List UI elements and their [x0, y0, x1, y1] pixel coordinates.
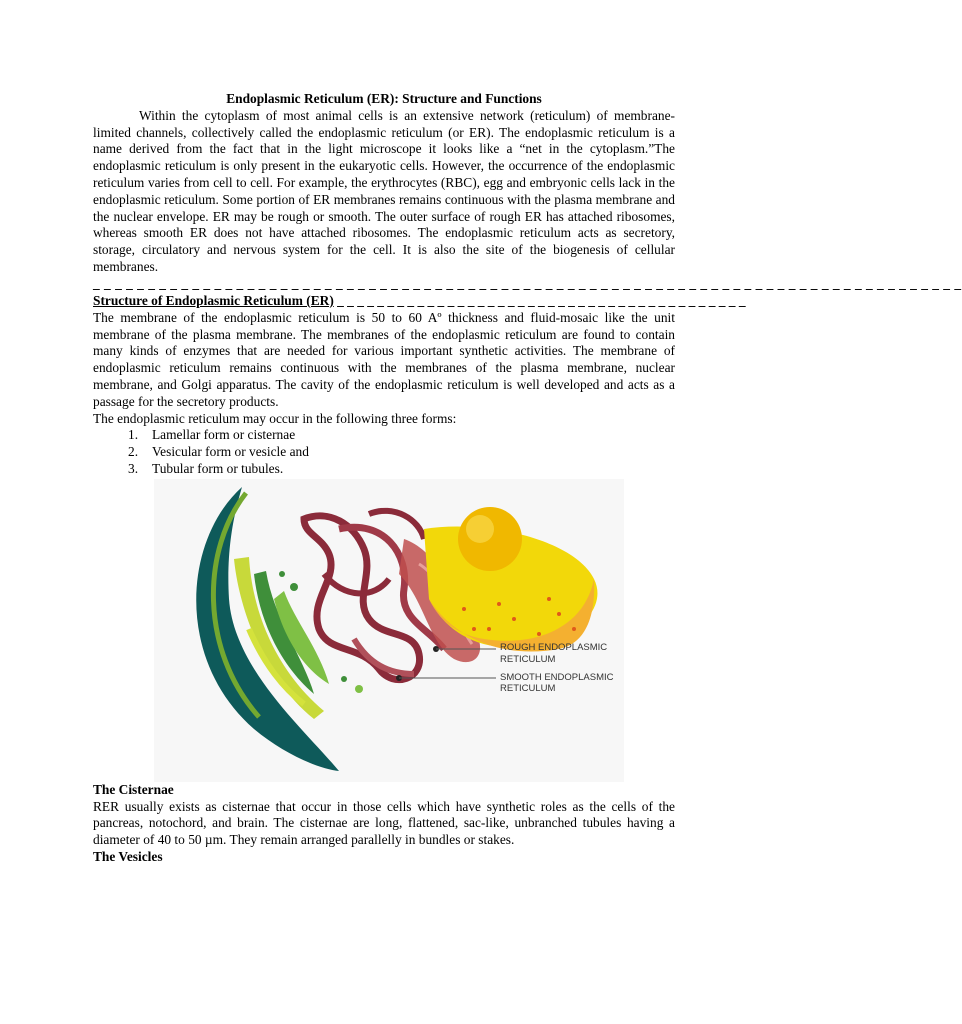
figure-label-smooth-1: SMOOTH ENDOPLASMIC [500, 671, 614, 683]
separator-line: _ _ _ _ _ _ _ _ _ _ _ _ _ _ _ _ _ _ _ _ _ _ _ _ _ _ _ _ _ _ _ _ _ _ _ _ _ _ _ _ _ _ _ _ _ _ _ _ _ _ _ _ _ _ _ _ _ _ _ _ _ _ _ _ _ _ _ _ _ _ _ _ _ _ _ _ _ _ _ [93, 275, 962, 291]
cisternae-heading: The Cisternae [93, 781, 174, 797]
er-diagram-illustration [154, 479, 624, 782]
structure-heading-line [93, 292, 746, 310]
figure-label-rough-1: ROUGH ENDOPLASMIC [500, 641, 608, 653]
list-item [93, 427, 675, 444]
forms-intro: The endoplasmic reticulum may occur in the following three forms: [93, 410, 457, 426]
list-item-text: Lamellar form or cisternae [152, 427, 296, 443]
list-item-number: 3. [128, 460, 139, 476]
list-item [93, 461, 675, 478]
document-body [93, 91, 962, 866]
list-item-number: 1. [128, 427, 139, 443]
structure-heading-trail: _ _ _ _ _ _ _ _ _ _ _ _ _ _ _ _ _ _ _ _ _ _ _ _ _ _ _ _ _ _ _ _ _ _ _ _ _ _ _ _ _ [333, 292, 746, 308]
forms-list [93, 427, 675, 477]
intro-paragraph: Within the cytoplasm of most animal cells is an extensive network (reticulum) of membrane-limited channels, collectively called the endoplasmic reticulum (or ER). The endoplasmic reticulum is a name derived from the fact that in the light microscope it looks like a “net in the cytoplasm.”The endoplasmic reticulum is only present in the eukaryotic cells. However, the occurrence of the endoplasmic reticulum varies from cell to cell. For example, the erythrocytes (RBC), egg and embryonic cells lack in the endoplasmic reticulum. Some portion of ER membranes remains continuous with the plasma membrane and the nuclear envelope. ER may be rough or smooth. The outer surface of rough ER has attached ribosomes, whereas smooth ER does not have attached ribosomes. The endoplasmic reticulum acts as secretory, storage, circulatory and nervous system for the cell. It is also the site of the biogenesis of cellular membranes. [93, 107, 675, 274]
list-item-text: Tubular form or tubules. [152, 460, 284, 476]
structure-heading: Structure of Endoplasmic Reticulum (ER) [93, 292, 334, 308]
figure-label-rough-2: RETICULUM [500, 653, 556, 665]
page-title: Endoplasmic Reticulum (ER): Structure and Functions [226, 91, 542, 106]
cisternae-paragraph: RER usually exists as cisternae that occur in those cells which have synthetic roles as the cells of the pancreas, notochord, and brain. The cisternae are long, flattened, sac-like, unbranched tubules having a diameter of 40 to 50 µm. They remain arranged parallelly in bundles or stakes. [93, 798, 675, 848]
structure-paragraph: The membrane of the endoplasmic reticulum is 50 to 60 Aº thickness and fluid-mosaic like the unit membrane of the plasma membrane. The membranes of the endoplasmic reticulum are found to contain many kinds of enzymes that are needed for various important synthetic activities. The membrane of endoplasmic reticulum remains continuous with the membranes of the plasma membrane, nuclear membrane, and Golgi apparatus. The cavity of the endoplasmic reticulum is well developed and acts as a passage for the secretory products. [93, 309, 675, 409]
list-item-number: 2. [128, 444, 139, 460]
vesicles-heading: The Vesicles [93, 848, 163, 864]
figure-label-smooth-2: RETICULUM [500, 682, 556, 694]
er-diagram-figure [154, 479, 624, 782]
list-item-text: Vesicular form or vesicle and [152, 444, 309, 460]
list-item [93, 444, 675, 461]
